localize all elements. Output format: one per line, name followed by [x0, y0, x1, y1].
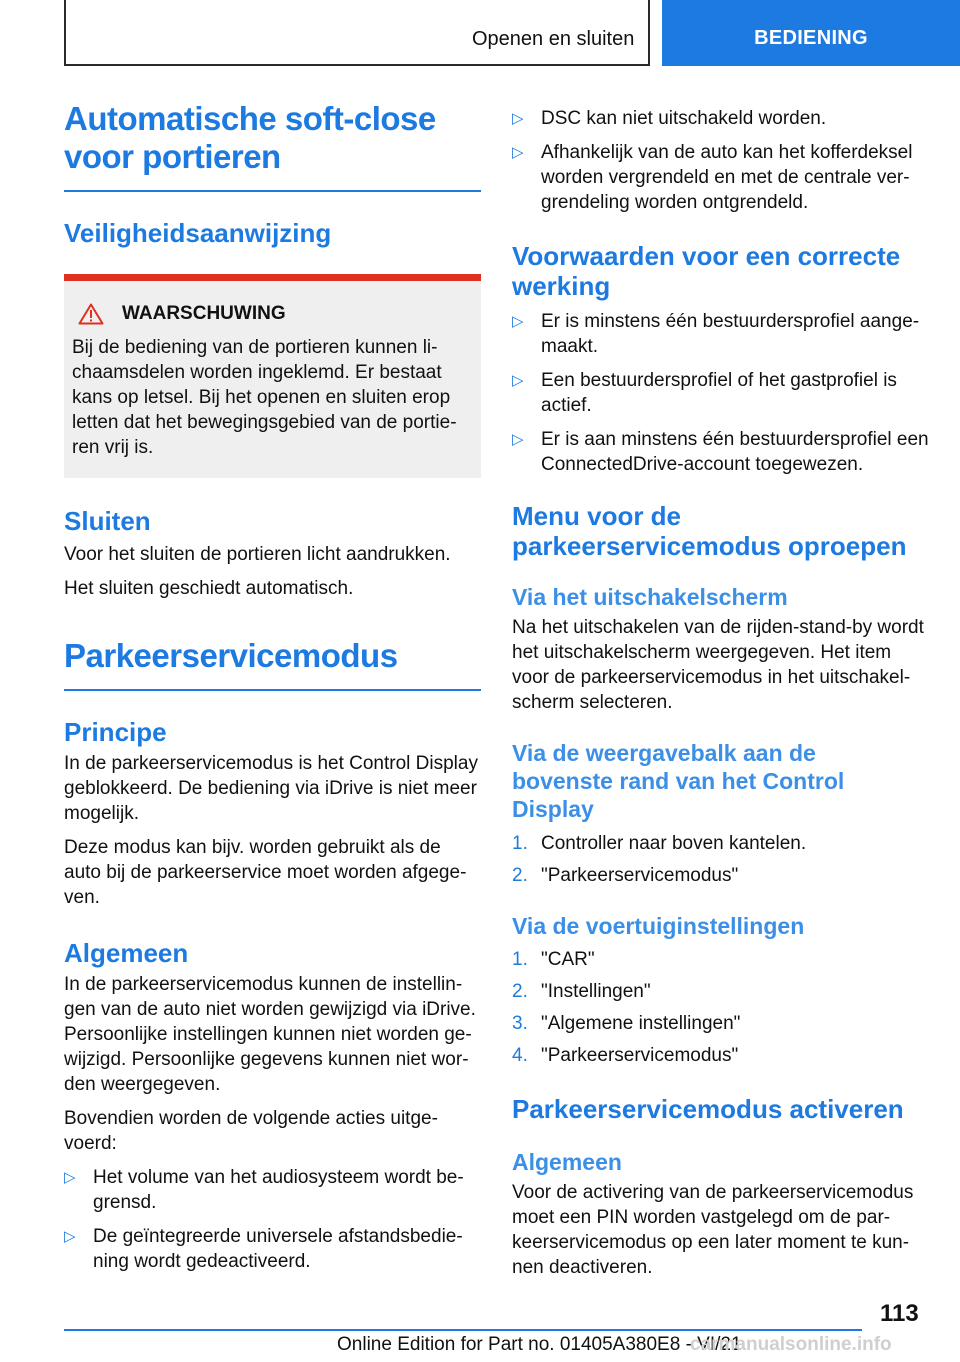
list-item: ▷ De geïntegreerde universele afstandsbediening wordt gedeactiveerd. — [64, 1226, 463, 1272]
general2-paragraph: Voor de activering van de parkeerservicemodus moet een PIN worden vastgelegd om de parkeerservicemodus op een later moment te kunnen deactiveren. — [512, 1182, 914, 1278]
list-item: ▷ Afhankelijk van de auto kan het kofferdeksel worden vergrendeld en met de centrale vergrendeling worden ontgrendeld. — [512, 142, 913, 213]
general-paragraph-1: In de parkeerservicemodus kunnen de instellingen van de auto niet worden gewijzigd via iDrive. Persoonlijke instellingen kunnen niet worden gewijzigd. Persoonlijke gegevens kunnen niet worden weergegeven. — [64, 974, 476, 1095]
list-item: 2. "Parkeerservicemodus" — [512, 865, 739, 886]
triangle-right-icon: ▷ — [512, 313, 524, 330]
warning-title: WAARSCHUWING — [122, 303, 286, 324]
list-item: ▷ Er is aan minstens één bestuurdersprofiel een ConnectedDrive-account toegewezen. — [512, 429, 929, 475]
warning-triangle-icon — [78, 303, 104, 325]
triangle-right-icon: ▷ — [512, 110, 524, 127]
list-item: 1. Controller naar boven kantelen. — [512, 833, 807, 854]
list-item: 1. "CAR" — [512, 949, 595, 970]
heading-conditions: Voorwaarden voor een correcte werking — [512, 241, 901, 301]
list-item: 2. "Instellingen" — [512, 981, 651, 1002]
heading-soft-close: Automatische soft-close voor portieren — [64, 100, 436, 175]
heading-parking-service: Parkeerservicemodus — [64, 637, 398, 674]
heading-rule — [64, 190, 481, 192]
right-column — [512, 106, 929, 1280]
conditions-list — [512, 309, 929, 477]
list-item: 3. "Algemene instellingen" — [512, 1013, 741, 1034]
heading-close: Sluiten — [64, 506, 151, 536]
heading-activate: Parkeerservicemodus activeren — [512, 1094, 904, 1124]
heading-via-switchoff: Via het uitschakelscherm — [512, 584, 788, 610]
heading-general: Algemeen — [64, 938, 189, 968]
triangle-right-icon: ▷ — [64, 1169, 76, 1186]
heading-general-2: Algemeen — [512, 1149, 622, 1175]
principle-paragraph-2: Deze modus kan bijv. worden gebruikt als de auto bij de parkeerservice moet worden afgegeven. — [64, 837, 467, 908]
list-item: ▷ DSC kan niet uitschakeld worden. — [512, 108, 827, 129]
list-item: ▷ Een bestuurdersprofiel of het gastprofiel is actief. — [512, 370, 897, 416]
footer-watermark: carmanualsonline.info — [690, 1334, 892, 1355]
triangle-right-icon: ▷ — [64, 1228, 76, 1245]
general-bullet-list — [64, 1165, 481, 1274]
close-paragraph-1: Voor het sluiten de portieren licht aandrukken. — [64, 544, 451, 565]
principle-paragraph-1: In de parkeerservicemodus is het Control Display geblokkeerd. De bediening via iDrive is niet meer mogelijk. — [64, 753, 478, 824]
heading-via-bar: Via de weergavebalk aan de bovenste rand van het Control Display — [512, 740, 845, 822]
warning-text: Bij de bediening van de portieren kunnen lichaamsdelen worden ingeklemd. Er bestaat kans op letsel. Bij het openen en sluiten erop letten dat het bewegingsgebied van de portieren vrij is. — [72, 337, 457, 458]
triangle-right-icon: ▷ — [512, 144, 524, 161]
heading-rule — [64, 689, 481, 691]
close-paragraph-2: Het sluiten geschiedt automatisch. — [64, 578, 354, 599]
header-section-title: Openen en sluiten — [472, 28, 635, 50]
list-item: ▷ Het volume van het audiosysteem wordt begrensd. — [64, 1167, 464, 1213]
header-bottom-border — [64, 64, 650, 66]
triangle-right-icon: ▷ — [512, 372, 524, 389]
heading-menu: Menu voor de parkeerservicemodus oproepen — [512, 501, 907, 561]
general-paragraph-2: Bovendien worden de volgende acties uitgevoerd: — [64, 1108, 438, 1154]
header-divider — [648, 0, 650, 66]
header-chapter-tab: BEDIENING — [662, 0, 960, 66]
heading-safety: Veiligheidsaanwijzing — [64, 218, 332, 248]
footer-rule — [64, 1329, 862, 1331]
list-item: 4. "Parkeerservicemodus" — [512, 1045, 739, 1066]
triangle-right-icon: ▷ — [512, 431, 524, 448]
list-item: ▷ Er is minstens één bestuurdersprofiel aangemaakt. — [512, 311, 920, 357]
heading-principle: Principe — [64, 717, 167, 747]
settings-steps-list — [512, 947, 929, 1068]
footer-edition: Online Edition for Part no. 01405A380E8 - VI/21 — [337, 1334, 742, 1355]
warning-box — [64, 274, 481, 478]
heading-via-settings: Via de voertuiginstellingen — [512, 913, 805, 939]
warning-title-row — [78, 303, 471, 325]
header-left-border — [64, 0, 66, 66]
switchoff-paragraph: Na het uitschakelen van de rijden-stand-by wordt het uitschakelscherm weergegeven. Het item voor de parkeerservicemodus in het uitschakelscherm selecteren. — [512, 617, 924, 713]
page-number: 113 — [880, 1300, 919, 1327]
dsc-bullet-list — [512, 106, 929, 215]
left-column — [64, 100, 481, 1274]
bar-steps-list — [512, 831, 929, 888]
